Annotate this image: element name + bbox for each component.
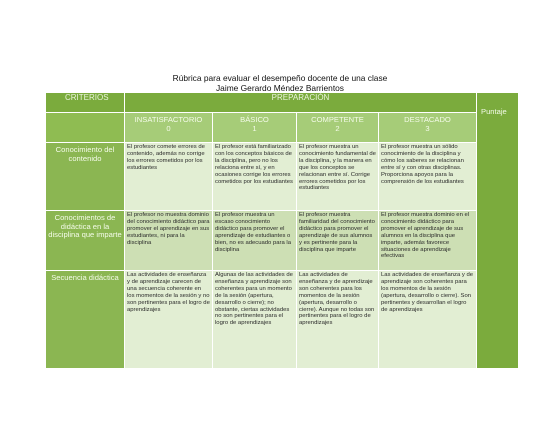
criterion-label: Conocimiento del contenido [46,143,124,210]
document-author: Jaime Gerardo Méndez Barrientos [215,83,344,93]
level-value: 1 [252,124,257,133]
level-name: DESTACADO [404,115,451,124]
level-value: 2 [335,124,340,133]
rubric-table [46,93,513,364]
table-cell: El profesor muestra dominio en el conocimiento didáctico para promover el aprendizaje de sus alumnos en la disciplina que imparte, además favorece situaciones de aprendizaje efectivas [379,211,476,270]
level-value: 0 [166,124,171,133]
table-cell: El profesor muestra un sólido conocimiento de la disciplina y cómo los saberes se relacionan entre sí y con otras disciplinas. Proporciona apoyos para la comprensión de los estudiantes [379,143,476,210]
level-value: 3 [425,124,430,133]
table-cell: El profesor muestra un escaso conocimiento didáctico para promover el aprendizaje de estudiantes o bien, no es adecuado para la disciplina [213,211,296,270]
level-header-1 [213,113,296,142]
table-cell: Algunas de las actividades de enseñanza y aprendizaje son coherentes para un momento de la sesión (apertura, desarrollo o cierre); no obstante, ciertas actividades no son pertinentes para el logro de aprendizajes [213,271,296,368]
score-header: Puntaje [477,93,518,368]
document-title: Rúbrica para evaluar el desempeño docente de una clase [172,73,388,83]
level-header-3 [379,113,476,142]
table-cell: El profesor muestra familiaridad del conocimiento didáctico para promover el aprendizaje de sus alumnos y es pertinente para la disciplina que imparte [297,211,378,270]
table-cell: Las actividades de enseñanza y de aprendizaje son coherentes para los momentos de la sesión (apertura, desarrollo o cierre). Aunque no todas son pertinentes para el logro de aprendizajes [297,271,378,368]
table-cell: Las actividades de enseñanza y de aprendizaje son coherentes para los momentos de la sesión (apertura, desarrollo o cierre). Son pertinentes y desarrollan el logro de aprendizajes [379,271,476,368]
table-cell: El profesor no muestra dominio del conocimiento didáctico para promover el aprendizaje en sus estudiantes, ni para la disciplina [125,211,212,270]
level-name: BÁSICO [240,115,269,124]
table-cell: El profesor está familiarizado con los conceptos básicos de la disciplina, pero no los relaciona entre sí, y en ocasiones corrige los errores cometidos por los estudiantes [213,143,296,210]
criteria-header: CRITERIOS [46,93,124,112]
level-header-0 [125,113,212,142]
preparation-header: PREPARACIÓN [125,93,476,112]
criteria-header-spacer [46,113,124,142]
table-cell: El profesor muestra un conocimiento fundamental de la disciplina, y la manera en que los conceptos se relacionan entre sí. Corrige errores cometidos por los estudiantes [297,143,378,210]
criterion-label: Secuencia didáctica [46,271,124,368]
table-cell: El profesor comete errores de contenido, además no corrige los errores cometidos por los estudiantes [125,143,212,210]
table-cell: Las actividades de enseñanza y de aprendizaje carecen de una secuencia coherente en los momentos de la sesión y no son pertinentes para el logro de aprendizajes [125,271,212,368]
level-name: INSATISFACTORIO [134,115,203,124]
criterion-label: Conocimientos de didáctica en la disciplina que imparte [46,211,124,270]
level-name: COMPETENTE [311,115,364,124]
level-header-2 [297,113,378,142]
